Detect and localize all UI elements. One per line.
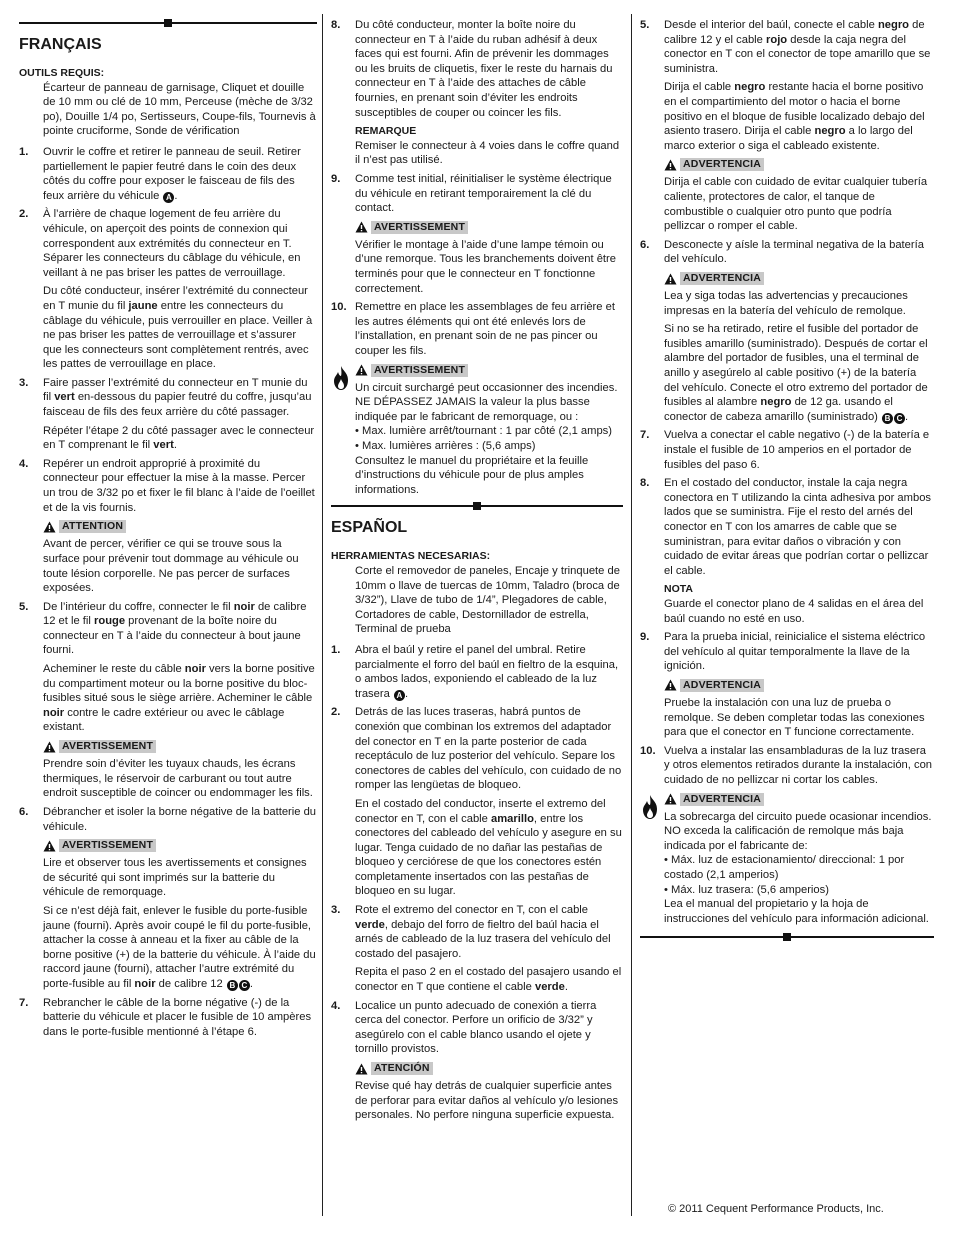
step-8: 8. Du côté conducteur, monter la boîte noire du connecteur en T à l’aide du ruban adhésif à deux faces qui est fourni. Afin de prévenir les dommages ou les bruits de cliquetis, fixer le reste du harnais du connecteur en T à l’aide des attaches de câble fournies, en prenant soin d’éviter les endroits susceptibles de couper ou coincer les fils. REMARQUE Remiser le connecteur à 4 voies dans le coffre quand il n’est pas utilisé. — [331, 18, 623, 168]
section-rule — [331, 505, 623, 507]
warning-triangle-icon — [664, 793, 677, 805]
step-3: 3. Faire passer l’extrémité du connecteur en T munie du fil vert en-dessous du papier feutré du coffre, jusqu’au faisceau de fils des feux arrière du côté passager. Répéter l’étape 2 du côté passager avec le connecteur en T comprenant le fil vert. — [19, 376, 315, 452]
step-5: 5. De l’intérieur du coffre, connecter le fil noir de calibre 12 et le fil rouge provenant de la boîte noire du connecteur en T à l’aide du connecteur à bout jaune fourni. Acheminer le reste du câble noir vers la borne positive du compartiment moteur ou la borne positive du bloc-fusibles situé sous le siège arrière. Acheminer le câble noir contre le cadre extérieur ou avec le câblage existant. AVERTISSEMENT Prendre soin d’éviter les tuyaux chauds, les écrans thermiques, le réservoir de carburant ou tout autre endroit susceptible de coincer ou endommager les fils. — [19, 600, 315, 800]
column-1 — [19, 14, 317, 1043]
warning-triangle-icon — [43, 741, 56, 753]
warning-label: ATTENTION — [43, 520, 126, 533]
warning-label: ADVERTENCIA — [664, 272, 764, 285]
step-5: 5. Desde el interior del baúl, conecte el cable negro de calibre 12 y el cable rojo desde la caja negra del conector en T con el conector de tope amarillo que se suministra. Dirija el cable negro restante hacia el borne positivo en el compartimiento del motor o hacia el borne positivo en el bloque de fusible localizado debajo del asiento trasero. Dirija el cable negro a lo largo del marco exterior o siga el cableado existente. ADVERTENCIA Dirija el cable con cuidado de evitar cualquier tubería caliente, protectores de calor, el tanque de combustible o cualquier otro punto que podría pellizcar o romper el cable. — [640, 19, 931, 233]
warning-label: AVERTISSEMENT — [43, 839, 156, 852]
tools-heading: OUTILS REQUIS: — [19, 67, 105, 79]
callout-b-icon: B — [882, 413, 893, 424]
callout-a-icon: A — [394, 690, 405, 701]
step-2: 2. À l’arrière de chaque logement de feu arrière du véhicule, on aperçoit des points de connexion qui correspondent aux extrémités du connecteur en T. Séparer les connecteurs du câblage du véhicule, en veillant à ne pas briser les pattes de verrouillage. Du côté conducteur, insérer l’extrémité du connecteur en T munie du fil jaune entre les connecteurs du câblage du véhicule, puis verrouiller en place. Veiller à ne pas briser les pattes de verrouillage et s’assurer que les connecteurs sont complètement rentrés, avec les pattes de verrouillage en place. — [19, 208, 313, 371]
spanish-title: ESPAÑOL — [331, 519, 408, 537]
step-10: 10. Vuelva a instalar las ensambladuras de la luz trasera y otros elementos retirados durante la instalación, con cuidado de no pellizcar ni cortar los cables. — [640, 744, 933, 786]
step-8: 8. En el costado del conductor, instale la caja negra conectora en T utilizando la cinta adhesiva por ambos lados que se suministra. Fije el resto del arnés del conector en T con los amarres de cable que se suministran, para evitar daños o vibración y con cuidado de evitar áreas que podrían cortar o pellizcar el cable. NOTA Guarde el conector plano de 4 salidas en el área del baúl cuando no esté en uso. — [640, 476, 934, 626]
step-7: 7. Rebrancher le câble de la borne négative (-) de la batterie du véhicule et placer le fusible de 10 ampères dans le porte-fusible mentionné à l’étape 6. — [19, 996, 312, 1038]
tools-text: Écarteur de panneau de garnisage, Cliquet et douille de 10 mm ou clé de 10 mm, Perceuse (mèche de 3/32 po), Douille 1/4 po, Sertisseurs, Coupe-fils, Tournevis à pointe cruciforme, Sonde de vérification — [43, 81, 316, 138]
warning-label: AVERTISSEMENT — [355, 221, 468, 234]
step-1: 1. Ouvrir le coffre et retirer le panneau de seuil. Retirer partiellement le papier feutré dans le coin des deux côtés du coffre pour exposer le faisceau de fils des feux arrière du véhicule A . — [19, 145, 301, 202]
note-heading: NOTA — [664, 583, 693, 596]
warning-triangle-icon — [355, 364, 368, 376]
fire-warning-box: ADVERTENCIA La sobrecarga del circuito puede ocasionar incendios. NO exceda la calificación de remolque más baja indicada por el fabricante de: • Máx. luz de estacionamiento/ direccional: 1 por costado (2,1 amperios) • Máx. luz trasera: (5,6 amperios) Lea el manual del propietario y la hoja de instrucciones del vehículo para información adicional. — [640, 792, 934, 927]
fire-icon — [640, 794, 660, 825]
section-rule — [640, 936, 934, 938]
warning-triangle-icon — [43, 840, 56, 852]
column-3 — [640, 14, 934, 938]
step-10: 10. Remettre en place les assemblages de feu arrière et les autres éléments qui ont été enlevés lors de l’installation, en prenant soin de ne pas pincer ou couper les fils. — [331, 301, 615, 357]
fire-warning-box: AVERTISSEMENT Un circuit surchargé peut occasionner des incendies. NE DÉPASSEZ JAMAIS la valeur la plus basse indiquée par le fabricant de remorquage, ou : • Max. lumière arrêt/tournant : 1 par côté (2,1 amps) • Max. lumières arrières : (5,6 amps) Consultez le manuel du propriétaire et la feuille d’instructions du véhicule pour de plus amples informations. — [331, 363, 623, 498]
callout-a-icon: A — [163, 192, 174, 203]
callout-c-icon: C — [239, 980, 250, 991]
column-divider-1 — [322, 14, 323, 1216]
step-3: 3. Rote el extremo del conector en T, con el cable verde, debajo del forro de fieltro del baúl hacia el arnés de cableado de la luz trasera del vehículo del costado del pasajero. Repita el paso 2 en el costado del pasajero usando el conector en T que contiene el cable verde. — [331, 904, 622, 994]
tools-text: Corte el removedor de paneles, Encaje y trinquete de 10mm o llave de tuercas de 10mm, Taladro (broca de 3/32”), Llave de tubo de 1/4”, Plegadores de cable, Cortadores de cable, Destornillador de estrella, Terminal de prueba — [355, 565, 620, 636]
tools-heading: HERRAMIENTAS NECESARIAS: — [331, 550, 491, 563]
warning-triangle-icon — [43, 521, 56, 533]
warning-label: ADVERTENCIA — [664, 793, 764, 806]
step-4: 4. Localice un punto adecuado de conexión a tierra cerca del conector. Perfore un orificio de 3/32” y asegúrelo con el cable blanco usando el ojete y tornillo provistos. ATENCIÓN Revise qué hay detrás de cualquier superficie antes de perforar para evitar daños al vehículo y/o lesiones personales. No perfore ninguna superficie expuesta. — [331, 999, 619, 1122]
step-9: 9. Para la prueba inicial, reinicialice el sistema eléctrico del vehículo al quitar temporalmente la llave de la ignición. ADVERTENCIA Pruebe la instalación con una luz de prueba o remolque. Se deben completar todas las conexiones para que el conector en T funcione correctamente. — [640, 631, 926, 739]
warning-triangle-icon — [355, 221, 368, 233]
step-9: 9. Comme test initial, réinitialiser le système électrique du véhicule en retirant temporairement la clé du contact. AVERTISSEMENT Vérifier le montage à l’aide d’une lampe témoin ou d’une remorque. Tous les branchements doivent être terminés pour que le connecteur en T fonctionne correctement. — [331, 172, 616, 295]
warning-triangle-icon — [664, 679, 677, 691]
warning-triangle-icon — [664, 159, 677, 171]
note-heading: REMARQUE — [355, 125, 417, 138]
warning-label: AVERTISSEMENT — [43, 740, 156, 753]
step-4: 4. Repérer un endroit approprié à proximité du connecteur pour effectuer la mise à la masse. Percer un trou de 3/32 po et fixer le fil blanc à l’aide de l’oeillet et de la vis fournis. ATTENTION Avant de percer, vérifier ce qui se trouve sous la surface pour prévenir tout dommage au véhicule ou toute lésion corporelle. Ne pas percer de surfaces exposées. — [19, 457, 315, 595]
step-6: 6. Débrancher et isoler la borne négative de la batterie du véhicule. AVERTISSEMENT Lire et observer tous les avertissements et consignes de sécurité qui sont imprimés sur la batterie du véhicule de remorquage. Si ce n’est déjà fait, enlever le fusible du porte-fusible jaune (fourni). Après avoir coupé le fil du porte-fusible, attacher la cosse à anneau et la fixer au câble de la borne positive (+) de la batterie du véhicule. À l’aide du raccord jaune (fourni), attacher l’autre extrémité du porte-fusible au fil noir de calibre 12 B C . — [19, 805, 317, 990]
step-1: 1. Abra el baúl y retire el panel del umbral. Retire parcialmente el forro del baúl en fieltro de la esquina, o ambos lados, exponiendo el cableado de la luz trasera A . — [331, 643, 619, 700]
step-2: 2. Detrás de las luces traseras, habrá puntos de conexión que combinan los extremos del adaptador del conector en T en la parte posterior de cada receptáculo de luz posterior del vehículo. Separe los conectores de cables del vehículo, con cuidado de no romper las lengüetas de bloqueo. En el costado del conductor, inserte el extremo del conector en T, con el cable amarillo, entre los conectores del cableado del vehículo y asegure en su lugar. Tenga cuidado de no dañar las pestañas de bloqueo y cerciórese de que los conectores estén completamente insertados con las pestañas de bloqueo en su lugar. — [331, 706, 622, 898]
warning-triangle-icon — [664, 273, 677, 285]
copyright-notice: © 2011 Cequent Performance Products, Inc. — [668, 1203, 884, 1215]
step-7: 7. Vuelva a conectar el cable negativo (-) de la batería e instale el fusible de 10 amperios en el portador de fusibles del paso 6. — [640, 429, 930, 471]
french-title: FRANÇAIS — [19, 36, 102, 53]
warning-label: ADVERTENCIA — [664, 679, 764, 692]
warning-label: ADVERTENCIA — [664, 158, 764, 171]
column-divider-2 — [631, 14, 632, 1216]
warning-label: ATENCIÓN — [355, 1062, 433, 1075]
fire-icon — [331, 365, 351, 396]
step-6: 6. Desconecte y aísle la terminal negativa de la batería del vehículo. ADVERTENCIA Lea y siga todas las advertencias y precauciones impresas en la batería del vehículo de remolque. Si no se ha retirado, retire el fusible del portador de fusibles amarillo (suministrado). Después de cortar el alambre del portador de fusibles, una el terminal de anillo y asegúrelo al cable positivo (+) de la batería del vehículo. Conecte el otro extremo del portador de fusibles al alambre negro de 12 ga. usando el conector de cabeza amarillo (suministrado) B C . — [640, 238, 928, 423]
warning-label: AVERTISSEMENT — [355, 364, 468, 377]
callout-c-icon: C — [894, 413, 905, 424]
callout-b-icon: B — [227, 980, 238, 991]
warning-triangle-icon — [355, 1063, 368, 1075]
section-rule — [19, 22, 317, 24]
column-2 — [331, 14, 623, 1127]
